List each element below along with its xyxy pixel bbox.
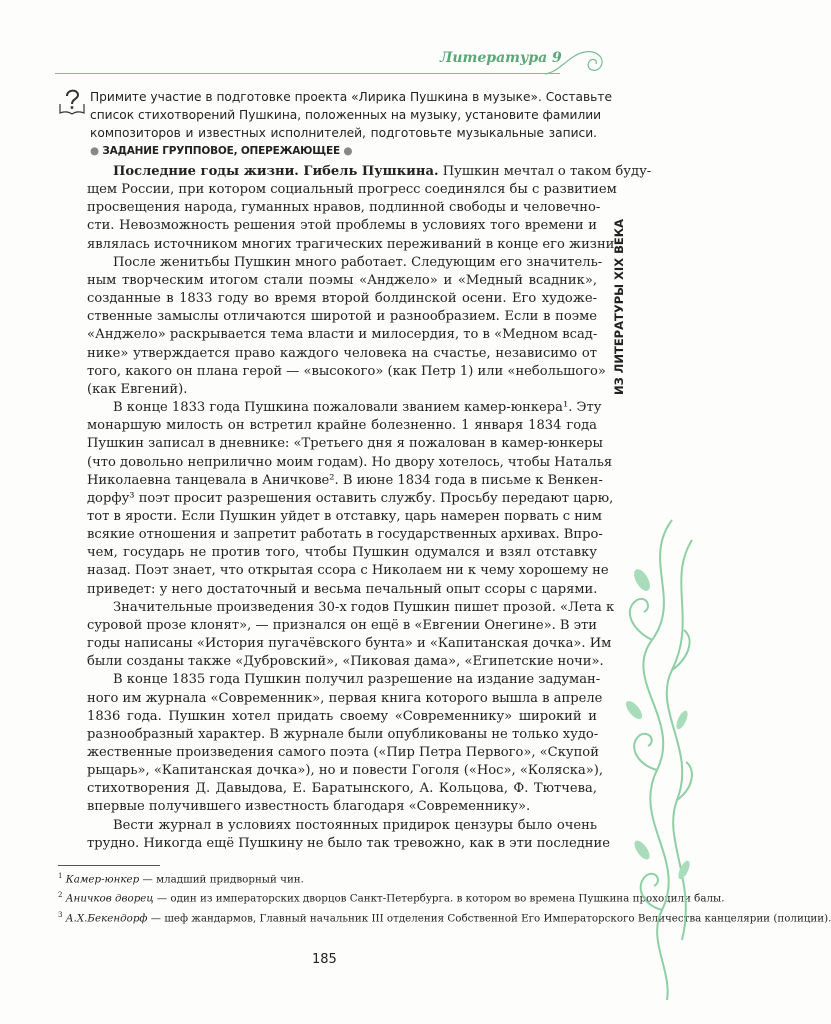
paragraph-line xyxy=(87,835,610,853)
footnote-text: — младший придворный чин. xyxy=(139,873,304,886)
line-text: чем, государь не против того, чтобы Пушкин одумался и взял отставку xyxy=(87,545,597,561)
line-text: впервые получившего известность благодаря «Современнику». xyxy=(87,799,531,815)
line-text: нике» утверждается право каждого человека на счастье, независимо от xyxy=(87,345,597,361)
paragraph-line xyxy=(87,345,597,363)
paragraph-line xyxy=(87,744,597,762)
paragraph-line xyxy=(87,199,601,217)
line-text: просвещения народа, гуманных нравов, подлинной свободы и человечно- xyxy=(87,200,601,216)
paragraph-line xyxy=(87,780,597,798)
paragraph-line xyxy=(87,653,604,671)
footnote xyxy=(58,868,603,887)
paragraph-line xyxy=(87,544,597,562)
page-number: 185 xyxy=(312,952,337,967)
footnote-text: — шеф жандармов, Главный начальник III отделения Собственной Его Императорского Величества канцелярии (полиции). xyxy=(147,912,831,925)
header-divider xyxy=(55,73,560,74)
paragraph-line xyxy=(87,435,603,453)
line-text: монаршую милость он встретил крайне болезненно. 1 января 1834 года xyxy=(87,418,597,434)
line-text: дорфу³ поэт просит разрешения оставить службу. Просьбу передают царю, xyxy=(87,490,614,506)
line-text: сти. Невозможность решения этой проблемы в условиях того времени и xyxy=(87,218,597,234)
paragraph-line xyxy=(87,817,597,835)
paragraph-line xyxy=(87,762,604,780)
swirl-ornament-icon xyxy=(545,44,610,84)
line-text: являлась источником многих трагических переживаний в конце его жизни. xyxy=(87,236,619,252)
line-text: «Анджело» раскрывается тема власти и милосердия, то в «Медном всад- xyxy=(87,327,598,343)
line-text: ным творческим итогом стали поэмы «Анджело» и «Медный всадник», xyxy=(87,272,597,288)
paragraph-line xyxy=(87,181,617,199)
footnote-term: Камер-юнкер xyxy=(65,873,140,886)
task-line: Примите участие в подготовке проекта «Лирика Пушкина в музыке». Составьте xyxy=(90,90,612,104)
paragraph-line xyxy=(87,236,619,254)
paragraph-line xyxy=(87,399,602,417)
line-text: трудно. Никогда ещё Пушкину не было так тревожно, как в эти последние xyxy=(87,835,610,851)
vine-ornament-icon xyxy=(612,520,697,1000)
line-text: тот в ярости. Если Пушкин уйдет в отставку, царь намерен порвать с ним xyxy=(87,508,602,524)
line-text: созданные в 1833 году во время второй болдинской осени. Его художе- xyxy=(87,291,597,307)
paragraph-line xyxy=(87,254,603,272)
paragraph-line xyxy=(87,726,597,744)
line-text: того, какого он плана герой — «высокого» (как Петр 1) или «небольшого» xyxy=(87,363,606,379)
line-text: назад. Поэт знает, что открытая ссора с Николаем ни к чему хорошему не xyxy=(87,563,609,579)
paragraph-line xyxy=(87,671,601,689)
line-text: После женитьбы Пушкин много работает. Следующим его значитель- xyxy=(113,254,603,270)
paragraph-line xyxy=(87,417,597,435)
task-line: список стихотворений Пушкина, положенных на музыку, установите фамилии xyxy=(90,108,602,122)
footnote-number: 2 xyxy=(58,891,63,900)
book-title: Литература 9 xyxy=(440,50,562,66)
paragraph-line xyxy=(87,635,612,653)
task-type-label xyxy=(90,142,597,160)
paragraph-line xyxy=(87,272,597,290)
paragraph-line xyxy=(87,163,652,181)
footnote-term: А.Х.Бекендорф xyxy=(65,912,148,925)
line-text: Пушкин записал в дневнике: «Третьего дня я пожалован в камер-юнкеры xyxy=(87,436,603,452)
section-heading: Последние годы жизни. Гибель Пушкина. xyxy=(113,164,439,179)
line-text: всякие отношения и запретит работать в государственных архивах. Впро- xyxy=(87,527,603,543)
footnote xyxy=(58,907,831,926)
footnote-number: 3 xyxy=(58,910,63,919)
paragraph-line xyxy=(87,526,603,544)
line-text: (что довольно неприлично моим годам). Но двору хотелось, чтобы Наталья xyxy=(87,454,613,470)
paragraph-line xyxy=(87,581,597,599)
line-text: ного им журнала «Современник», первая книга которого вышла в апреле xyxy=(87,690,603,706)
line-text: были созданы также «Дубровский», «Пиковая дама», «Египетские ночи». xyxy=(87,654,604,670)
paragraph-line xyxy=(87,490,614,508)
paragraph-line xyxy=(87,562,609,580)
line-text: суровой прозе клонят», — признался он ещё в «Евгении Онегине». В эти xyxy=(87,617,598,633)
paragraph-line xyxy=(87,708,597,726)
bullet-icon: ● xyxy=(90,145,103,157)
line-text: 1836 года. Пушкин хотел придать своему «Современнику» широкий и xyxy=(87,708,597,724)
footnote xyxy=(58,887,725,906)
paragraph-line xyxy=(87,326,597,344)
section-side-label: ИЗ ЛИТЕРАТУРЫ XIX ВЕКА xyxy=(612,219,626,395)
line-text: В конце 1833 года Пушкина пожаловали званием камер-юнкера¹. Эту xyxy=(113,400,602,416)
line-text: Николаевна танцевала в Аничкове². В июне 1834 года в письме к Венкен- xyxy=(87,472,603,488)
task-box xyxy=(90,88,612,160)
line-text: приведет: у него достаточный и весьма печальный опыт ссоры с царями. xyxy=(87,581,598,597)
line-text: (как Евгений). xyxy=(87,381,188,397)
line-text: В конце 1835 года Пушкин получил разрешение на издание задуман- xyxy=(113,672,601,688)
question-book-icon xyxy=(58,86,86,116)
task-type-text: ЗАДАНИЕ ГРУППОВОЕ, ОПЕРЕЖАЮЩЕЕ xyxy=(102,145,340,157)
footnotes xyxy=(58,868,831,926)
line-text: стихотворения Д. Давыдова, Е. Баратынского, А. Кольцова, Ф. Тютчева, xyxy=(87,781,597,797)
paragraph-line xyxy=(87,217,597,235)
paragraph-line xyxy=(87,308,597,326)
line-text: разнообразный характер. В журнале были опубликованы не только худо- xyxy=(87,726,599,742)
footnote-term: Аничков дворец xyxy=(65,892,154,905)
paragraph-line xyxy=(87,290,597,308)
line-text: Значительные произведения 30-х годов Пушкин пишет прозой. «Лета к xyxy=(113,599,615,615)
footnote-text: — один из императорских дворцов Санкт-Петербурга. в котором во времена Пушкина проходили балы. xyxy=(153,892,725,905)
paragraph-line xyxy=(87,690,603,708)
line-text: щем России, при котором социальный прогресс соединялся бы с развитием xyxy=(87,182,617,198)
paragraph-line xyxy=(87,617,597,635)
footnote-number: 1 xyxy=(58,872,63,880)
line-text: рыцарь», «Капитанская дочка»), но и повести Гоголя («Нос», «Коляска»), xyxy=(87,763,604,779)
line-text: годы написаны «История пугачёвского бунта» и «Капитанская дочка». Им xyxy=(87,636,612,652)
line-text: Вести журнал в условиях постоянных придирок цензуры было очень xyxy=(113,817,597,833)
line-text: жественные произведения самого поэта («Пир Петра Первого», «Скупой xyxy=(87,745,599,760)
paragraph-line xyxy=(87,454,613,472)
line-text: ственные замыслы отличаются широтой и разнообразием. Если в поэме xyxy=(87,309,597,325)
paragraph-line xyxy=(87,381,597,399)
bullet-icon: ● xyxy=(339,145,353,157)
paragraph-line xyxy=(87,363,606,381)
paragraph-line xyxy=(87,508,602,526)
paragraph-line xyxy=(87,798,597,816)
line-text: Пушкин мечтал о таком буду- xyxy=(442,164,652,179)
task-line: композиторов и известных исполнителей, подготовьте музыкальные записи. xyxy=(90,126,597,140)
footnote-divider xyxy=(58,865,160,866)
paragraph-line xyxy=(87,472,603,490)
paragraph-line xyxy=(87,599,615,617)
